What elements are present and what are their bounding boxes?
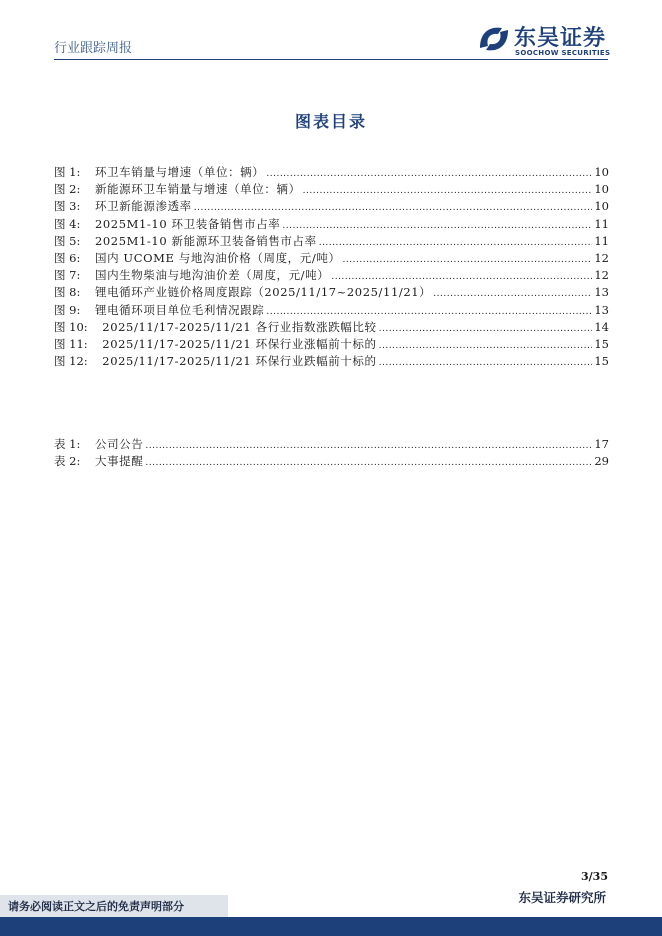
toc-number: 表 2: bbox=[54, 454, 95, 469]
toc-leader bbox=[379, 338, 593, 355]
toc-title: 锂电循环项目单位毛利情况跟踪 bbox=[94, 302, 265, 317]
toc-entry[interactable] bbox=[54, 319, 609, 336]
toc-page-number: 13 bbox=[594, 285, 609, 300]
toc-leader bbox=[379, 355, 593, 372]
toc-entry[interactable] bbox=[54, 267, 609, 284]
toc-leader bbox=[379, 321, 593, 338]
toc-number: 图 2: bbox=[54, 182, 95, 197]
toc-page-number: 12 bbox=[594, 250, 609, 265]
logo-mark-icon bbox=[476, 22, 512, 56]
toc-entry[interactable] bbox=[54, 198, 609, 215]
toc-title: 国内生物柴油与地沟油价差（周度，元/吨） bbox=[94, 268, 330, 283]
toc-page-number: 11 bbox=[594, 216, 609, 231]
toc-title: 2025/11/17-2025/11/21 环保行业跌幅前十标的 bbox=[102, 354, 377, 369]
toc-page-number: 11 bbox=[594, 233, 609, 248]
footer-band bbox=[0, 917, 662, 936]
toc-number: 图 5: bbox=[54, 233, 95, 248]
toc-page-number: 10 bbox=[594, 165, 609, 179]
toc-title: 2025M1-10 环卫装备销售市占率 bbox=[94, 216, 281, 231]
toc-entry[interactable] bbox=[54, 453, 609, 470]
toc-leader bbox=[145, 455, 592, 472]
toc-entry[interactable] bbox=[54, 233, 609, 250]
toc-page-number: 13 bbox=[594, 302, 609, 317]
header-divider bbox=[54, 59, 608, 60]
toc-title: 环卫车销量与增速（单位：辆） bbox=[94, 165, 265, 179]
toc-number: 图 4: bbox=[54, 216, 95, 231]
toc-leader bbox=[145, 438, 592, 455]
toc-page-number: 10 bbox=[594, 199, 609, 214]
toc-leader bbox=[303, 183, 593, 200]
toc-entry[interactable] bbox=[54, 250, 609, 267]
toc-number: 图 10: bbox=[54, 319, 103, 334]
toc-title: 2025M1-10 新能源环卫装备销售市占率 bbox=[94, 233, 317, 248]
toc-number: 图 8: bbox=[54, 285, 95, 300]
toc-title: 2025/11/17-2025/11/21 各行业指数涨跌幅比较 bbox=[102, 319, 377, 334]
toc-entry[interactable] bbox=[54, 302, 609, 319]
toc-page-number: 17 bbox=[594, 437, 609, 451]
toc-entry[interactable] bbox=[54, 216, 609, 233]
toc-number: 表 1: bbox=[54, 437, 95, 451]
toc-title: 大事提醒 bbox=[94, 454, 144, 469]
toc-leader bbox=[433, 286, 592, 303]
toc-leader bbox=[343, 252, 593, 269]
toc-leader bbox=[282, 218, 592, 235]
report-type-label: 行业跟踪周报 bbox=[54, 41, 133, 56]
toc-entry[interactable] bbox=[54, 181, 609, 198]
toc-page-number: 12 bbox=[594, 268, 609, 283]
logo-subtitle: SOOCHOW SECURITIES bbox=[515, 49, 611, 57]
table-list bbox=[54, 436, 609, 470]
toc-number: 图 12: bbox=[54, 354, 103, 369]
toc-title: 2025/11/17-2025/11/21 环保行业涨幅前十标的 bbox=[102, 336, 377, 351]
toc-page-number: 15 bbox=[594, 336, 609, 351]
toc-entry[interactable] bbox=[54, 284, 609, 301]
toc-title: 新能源环卫车销量与增速（单位：辆） bbox=[94, 182, 301, 197]
footer-disclaimer: 请务必阅读正文之后的免责声明部分 bbox=[8, 900, 184, 913]
toc-number: 图 6: bbox=[54, 250, 95, 265]
toc-leader bbox=[319, 235, 593, 252]
toc-entry[interactable] bbox=[54, 353, 609, 370]
toc-entry[interactable] bbox=[54, 436, 609, 453]
page-number: 3/35 bbox=[581, 870, 608, 883]
toc-title: 环卫新能源渗透率 bbox=[94, 199, 192, 214]
toc-number: 图 1: bbox=[54, 165, 95, 179]
page-title: 图表目录 bbox=[294, 112, 367, 131]
toc-title: 公司公告 bbox=[94, 437, 144, 451]
toc-page-number: 29 bbox=[594, 454, 609, 469]
toc-title: 国内 UCOME 与地沟油价格（周度，元/吨） bbox=[94, 250, 341, 265]
toc-page-number: 14 bbox=[594, 319, 609, 334]
toc-number: 图 11: bbox=[54, 336, 103, 351]
toc-leader bbox=[266, 166, 592, 183]
toc-page-number: 15 bbox=[594, 354, 609, 369]
toc-number: 图 7: bbox=[54, 268, 95, 283]
figure-list bbox=[54, 164, 609, 370]
toc-number: 图 9: bbox=[54, 302, 95, 317]
toc-number: 图 3: bbox=[54, 199, 95, 214]
logo-name: 东吴证券 bbox=[514, 26, 607, 51]
toc-title: 锂电循环产业链价格周度跟踪（2025/11/17~2025/11/21） bbox=[94, 285, 432, 300]
toc-entry[interactable] bbox=[54, 164, 609, 181]
toc-page-number: 10 bbox=[594, 182, 609, 197]
toc-entry[interactable] bbox=[54, 336, 609, 353]
company-logo bbox=[476, 20, 621, 62]
footer-institute: 东吴证券研究所 bbox=[518, 890, 606, 905]
